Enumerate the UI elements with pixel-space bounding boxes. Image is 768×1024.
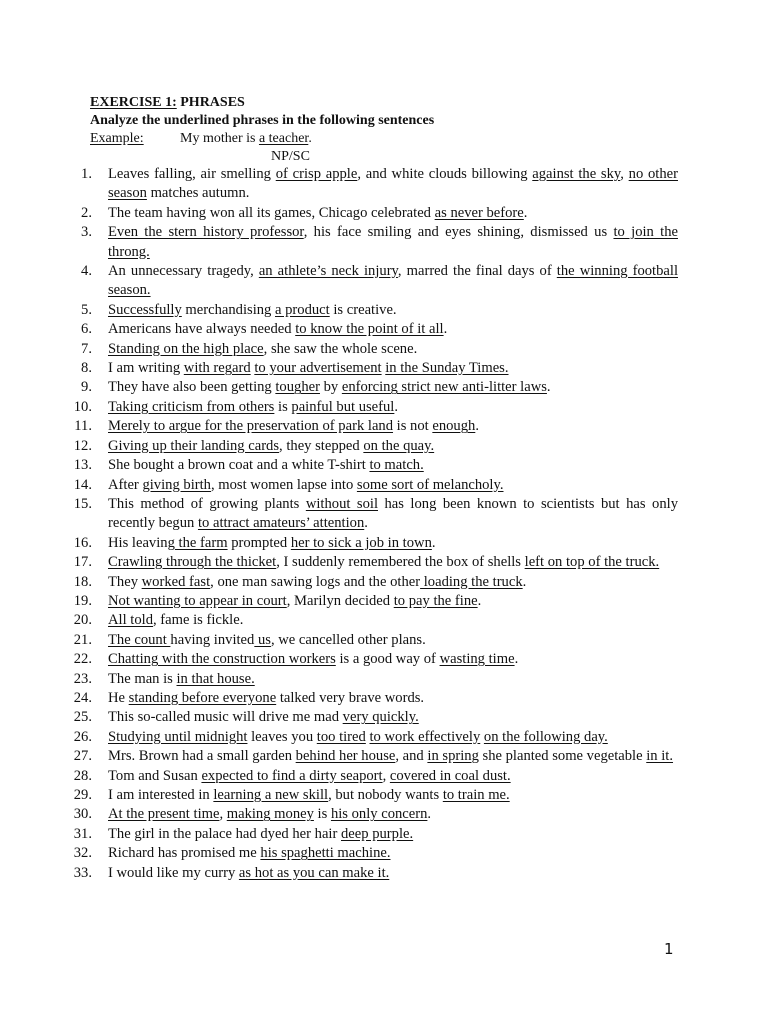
sentence-item bbox=[0, 301, 678, 320]
sentence-item bbox=[0, 476, 678, 495]
sentence-text: , bbox=[620, 166, 629, 182]
underlined-phrase: Giving up their landing cards bbox=[108, 437, 280, 454]
sentence-text: is bbox=[274, 398, 292, 415]
sentence-item bbox=[0, 456, 678, 475]
underlined-phrase: us bbox=[254, 631, 271, 648]
underlined-phrase: very quickly. bbox=[342, 709, 419, 726]
item-number: 20. bbox=[73, 612, 92, 629]
item-number: 8. bbox=[81, 360, 92, 377]
sentence-text: I am writing bbox=[108, 360, 184, 377]
sentence-text: , I suddenly remembered the box of shells bbox=[276, 554, 525, 571]
sentence-item bbox=[0, 165, 678, 204]
underlined-phrase: with regard bbox=[183, 360, 251, 377]
item-number: 21. bbox=[73, 631, 92, 648]
item-number: 25. bbox=[73, 709, 92, 726]
sentence-item bbox=[0, 825, 678, 844]
underlined-phrase: his only concern bbox=[330, 806, 428, 823]
sentence-text: , they stepped bbox=[279, 437, 364, 454]
underlined-phrase: an athlete’s neck injury bbox=[258, 263, 398, 280]
sentence-text: , and white clouds billowing bbox=[357, 166, 533, 182]
sentence-item bbox=[0, 747, 678, 766]
sentence-item bbox=[0, 359, 678, 378]
sentence-text: is bbox=[313, 806, 331, 823]
item-number: 3. bbox=[81, 224, 92, 241]
item-number: 5. bbox=[81, 301, 92, 318]
underlined-phrase: as never before bbox=[434, 204, 524, 221]
underlined-phrase: tougher bbox=[275, 379, 320, 396]
underlined-phrase: against the sky bbox=[532, 166, 621, 182]
exercise-number: EXERCISE 1: bbox=[90, 95, 177, 110]
underlined-phrase: Successfully bbox=[108, 301, 182, 318]
sentence-item bbox=[0, 689, 678, 708]
item-number: 19. bbox=[73, 592, 92, 609]
underlined-phrase: some sort of melancholy. bbox=[356, 476, 504, 493]
sentence-item bbox=[0, 204, 678, 223]
underlined-phrase: left on top of the truck. bbox=[524, 554, 660, 571]
sentence-text: leaves you bbox=[247, 728, 317, 745]
sentence-text: She bought a brown coat and a white T-shirt bbox=[108, 457, 370, 474]
sentence-text: His leaving bbox=[108, 534, 175, 551]
sentence-text: . bbox=[475, 418, 479, 435]
underlined-phrase: deep purple. bbox=[341, 825, 414, 842]
sentence-text: she planted some vegetable bbox=[478, 748, 647, 765]
item-number: 24. bbox=[73, 689, 92, 706]
item-number: 4. bbox=[81, 263, 92, 280]
underlined-phrase: on the following day. bbox=[483, 728, 608, 745]
sentence-text: An unnecessary tragedy, bbox=[108, 263, 259, 280]
example-tag: NP/SC bbox=[271, 149, 310, 164]
item-number: 13. bbox=[73, 457, 92, 474]
sentence-text: , bbox=[219, 806, 227, 823]
sentence-item bbox=[0, 573, 678, 592]
underlined-phrase: to work effectively bbox=[369, 728, 481, 745]
underlined-phrase: to train me. bbox=[442, 787, 510, 803]
underlined-phrase: All told bbox=[108, 612, 153, 629]
underlined-phrase: on the quay. bbox=[363, 437, 435, 454]
sentence-text: is a good way of bbox=[335, 651, 440, 668]
item-number: 17. bbox=[73, 554, 92, 571]
underlined-phrase: her to sick a job in town bbox=[290, 534, 432, 551]
sentence-text: . bbox=[522, 573, 527, 590]
item-number: 30. bbox=[73, 806, 92, 823]
sentence-item bbox=[0, 631, 678, 650]
example-label: Example: bbox=[90, 131, 144, 146]
exercise-topic: PHRASES bbox=[176, 95, 245, 110]
underlined-phrase: to know the point of it all bbox=[295, 321, 444, 338]
underlined-phrase: standing before everyone bbox=[128, 689, 277, 706]
underlined-phrase: The count bbox=[108, 631, 171, 648]
sentence-text: . bbox=[443, 321, 448, 338]
sentence-text: . bbox=[427, 806, 432, 823]
sentence-list bbox=[0, 165, 768, 883]
sentence-text: This so-called music will drive me mad bbox=[108, 709, 343, 726]
underlined-phrase: Not wanting to appear in court bbox=[108, 592, 287, 609]
underlined-phrase: to your advertisement bbox=[254, 360, 382, 377]
sentence-text: . bbox=[394, 398, 399, 415]
sentence-item bbox=[0, 495, 678, 534]
sentence-text: merchandising bbox=[181, 301, 275, 318]
sentence-text: The team having won all its games, Chicago celebrated bbox=[108, 204, 435, 221]
item-number: 9. bbox=[81, 379, 92, 396]
underlined-phrase: Merely to argue for the preservation of park land bbox=[108, 418, 394, 435]
sentence-item bbox=[0, 670, 678, 689]
sentence-item bbox=[0, 844, 678, 863]
sentence-item bbox=[0, 398, 678, 417]
underlined-phrase: painful but useful bbox=[291, 398, 395, 415]
sentence-item bbox=[0, 262, 678, 301]
sentence-text: After bbox=[108, 476, 143, 493]
sentence-text: , we cancelled other plans. bbox=[270, 631, 426, 648]
sentence-item bbox=[0, 320, 678, 339]
underlined-phrase: enough bbox=[432, 418, 476, 435]
page-number: 1 bbox=[664, 940, 674, 958]
sentence-text: They have also been getting bbox=[108, 379, 276, 396]
item-number: 28. bbox=[73, 767, 92, 784]
underlined-phrase: to join the throng. bbox=[108, 224, 678, 260]
sentence-text: . bbox=[431, 534, 436, 551]
example-underlined-phrase: a teacher bbox=[258, 131, 309, 146]
item-number: 31. bbox=[73, 825, 92, 842]
sentence-text: They bbox=[108, 573, 142, 590]
sentence-text: having invited bbox=[170, 631, 255, 648]
sentence-item bbox=[0, 378, 678, 397]
underlined-phrase: in the Sunday Times. bbox=[385, 360, 509, 377]
underlined-phrase: loading the truck bbox=[420, 573, 523, 590]
sentence-item bbox=[0, 437, 678, 456]
item-number: 11. bbox=[74, 418, 92, 435]
underlined-phrase: At the present time bbox=[108, 806, 220, 823]
sentence-text: Mrs. Brown had a small garden bbox=[108, 748, 296, 765]
sentence-item bbox=[0, 786, 678, 805]
item-number: 22. bbox=[73, 651, 92, 668]
underlined-phrase: Even the stern history professor bbox=[108, 224, 304, 241]
underlined-phrase: of crisp apple bbox=[275, 166, 358, 182]
item-number: 26. bbox=[73, 728, 92, 745]
item-number: 15. bbox=[73, 495, 92, 512]
sentence-text: has long been known to scientists but has only recently begun bbox=[108, 495, 678, 532]
sentence-text: Richard has promised me bbox=[108, 845, 261, 862]
sentence-text: I am interested in bbox=[108, 787, 214, 803]
sentence-text: , one man sawing logs and the other bbox=[210, 573, 421, 590]
underlined-phrase: in that house. bbox=[176, 670, 255, 687]
sentence-item bbox=[0, 728, 678, 747]
sentence-item bbox=[0, 553, 678, 572]
item-number: 14. bbox=[73, 476, 92, 493]
example-line bbox=[90, 130, 690, 148]
sentence-item bbox=[0, 534, 678, 553]
underlined-phrase: wasting time bbox=[439, 651, 515, 668]
sentence-item bbox=[0, 592, 678, 611]
sentence-text: Leaves falling, air smelling bbox=[108, 166, 276, 182]
sentence-text: . bbox=[477, 592, 482, 609]
sentence-text: , fame is fickle. bbox=[153, 612, 244, 629]
example-text: My mother is bbox=[180, 131, 259, 146]
sentence-text: I would like my curry bbox=[108, 864, 239, 881]
sentence-text: , Marilyn decided bbox=[286, 592, 394, 609]
sentence-text: , his face smiling and eyes shining, dismissed us bbox=[303, 224, 614, 241]
example-end: . bbox=[308, 131, 312, 146]
underlined-phrase: the farm bbox=[174, 534, 228, 551]
underlined-phrase: the winning football season. bbox=[108, 263, 678, 299]
item-number: 1. bbox=[81, 166, 92, 182]
underlined-phrase: as hot as you can make it. bbox=[238, 864, 390, 881]
sentence-text: , marred the final days of bbox=[397, 263, 557, 280]
sentence-text: , but nobody wants bbox=[328, 787, 443, 803]
item-number: 29. bbox=[73, 787, 92, 803]
sentence-text: talked very brave words. bbox=[276, 689, 425, 706]
sentence-item bbox=[0, 223, 678, 262]
item-number: 16. bbox=[73, 534, 92, 551]
underlined-phrase: enforcing strict new anti-litter laws bbox=[341, 379, 547, 396]
instruction: Analyze the underlined phrases in the following sentences bbox=[90, 113, 435, 128]
sentence-item bbox=[0, 708, 678, 727]
item-number: 2. bbox=[81, 204, 92, 221]
underlined-phrase: his spaghetti machine. bbox=[260, 845, 391, 862]
sentence-text: matches autumn. bbox=[146, 185, 250, 202]
sentence-text: by bbox=[319, 379, 342, 396]
sentence-text: . bbox=[364, 515, 368, 532]
sentence-text: . bbox=[523, 204, 528, 221]
sentence-text: Americans have always needed bbox=[108, 321, 296, 338]
sentence-text: , she saw the whole scene. bbox=[263, 340, 418, 357]
sentence-text: He bbox=[108, 689, 129, 706]
sentence-item bbox=[0, 767, 678, 786]
underlined-phrase: too tired bbox=[316, 728, 366, 745]
sentence-text: , and bbox=[395, 748, 428, 765]
item-number: 18. bbox=[73, 573, 92, 590]
sentence-text: is not bbox=[393, 418, 433, 435]
sentence-text: The man is bbox=[108, 670, 177, 687]
underlined-phrase: expected to find a dirty seaport bbox=[201, 767, 383, 784]
underlined-phrase: no other season bbox=[108, 166, 678, 202]
underlined-phrase: Standing on the high place bbox=[108, 340, 264, 357]
sentence-item bbox=[0, 864, 678, 883]
sentence-text: . bbox=[514, 651, 519, 668]
sentence-text: prompted bbox=[227, 534, 291, 551]
sentence-item bbox=[0, 340, 678, 359]
underlined-phrase: in it. bbox=[646, 748, 674, 765]
item-number: 27. bbox=[73, 748, 92, 765]
item-number: 33. bbox=[73, 864, 92, 881]
underlined-phrase: Taking criticism from others bbox=[108, 398, 275, 415]
sentence-text: , most women lapse into bbox=[210, 476, 357, 493]
underlined-phrase: covered in coal dust. bbox=[389, 767, 511, 784]
sentence-text: Tom and Susan bbox=[108, 767, 202, 784]
item-number: 10. bbox=[73, 398, 92, 415]
underlined-phrase: Chatting with the construction workers bbox=[108, 651, 336, 668]
underlined-phrase: without soil bbox=[305, 495, 378, 512]
underlined-phrase: to attract amateurs’ attention bbox=[197, 515, 365, 532]
item-number: 23. bbox=[73, 670, 92, 687]
sentence-item bbox=[0, 611, 678, 630]
sentence-item bbox=[0, 650, 678, 669]
sentence-text: , bbox=[382, 767, 390, 784]
item-number: 32. bbox=[73, 845, 92, 862]
underlined-phrase: giving birth bbox=[142, 476, 211, 493]
item-number: 7. bbox=[81, 340, 92, 357]
sentence-text: This method of growing plants bbox=[108, 495, 306, 512]
underlined-phrase: making money bbox=[226, 806, 314, 823]
sentence-text: The girl in the palace had dyed her hair bbox=[108, 825, 341, 842]
item-number: 12. bbox=[73, 437, 92, 454]
sentence-item bbox=[0, 805, 678, 824]
exercise-title bbox=[90, 94, 245, 112]
sentence-text: . bbox=[546, 379, 551, 396]
underlined-phrase: a product bbox=[275, 301, 330, 318]
sentence-text: is creative. bbox=[329, 301, 397, 318]
underlined-phrase: learning a new skill bbox=[213, 787, 329, 803]
sentence-item bbox=[0, 417, 678, 436]
underlined-phrase: Studying until midnight bbox=[108, 728, 248, 745]
underlined-phrase: Crawling through the thicket bbox=[108, 554, 277, 571]
item-number: 6. bbox=[81, 321, 92, 338]
underlined-phrase: behind her house bbox=[295, 748, 396, 765]
underlined-phrase: to pay the fine bbox=[393, 592, 478, 609]
underlined-phrase: worked fast bbox=[141, 573, 211, 590]
underlined-phrase: in spring bbox=[427, 748, 479, 765]
underlined-phrase: to match. bbox=[369, 457, 424, 474]
